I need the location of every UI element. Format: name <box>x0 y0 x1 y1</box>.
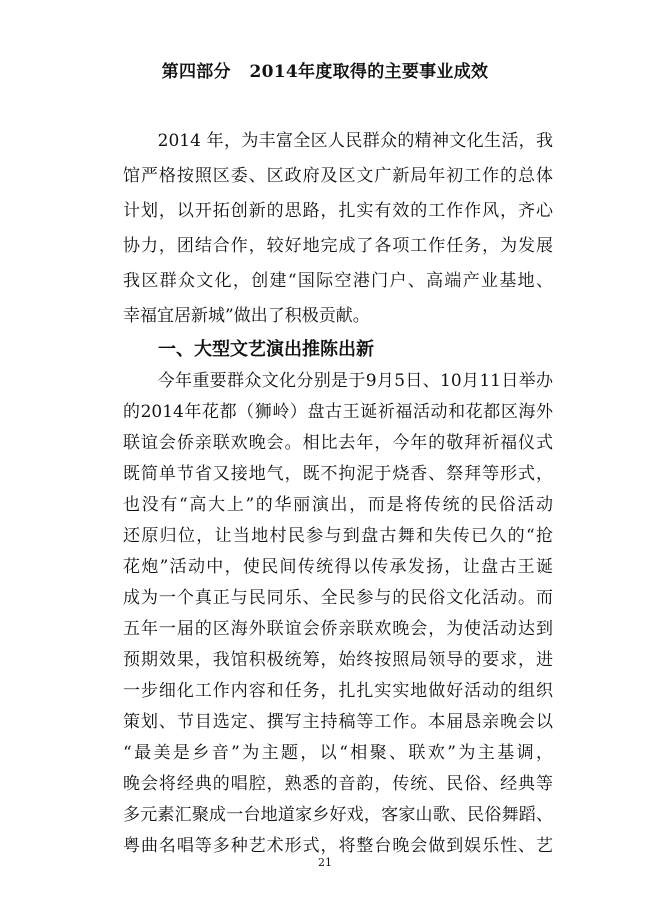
paragraph-line: 多元素汇聚成一台地道家乡好戏，客家山歌、民俗舞蹈、 <box>123 805 553 825</box>
paragraph-line: 我区群众文化，创建“国际空港门户、高端产业基地、 <box>123 271 553 291</box>
paragraph-line: 花炮”活动中，使民间传统得以传承发扬，让盘古王诞 <box>123 557 553 577</box>
paragraph-line: 成为一个真正与民同乐、全民参与的民俗文化活动。而 <box>123 588 553 608</box>
paragraph-line: 馆严格按照区委、区政府及区文广新局年初工作的总体 <box>123 166 553 186</box>
paragraph-line: 今年重要群众文化分别是于9月5日、10月11日举办 <box>123 371 553 391</box>
paragraph-line: 幸福宜居新城”做出了积极贡献。 <box>123 306 370 326</box>
page-title: 第四部分 2014年度取得的主要事业成效 <box>161 62 489 82</box>
paragraph-line: 协力，团结合作，较好地完成了各项工作任务，为发展 <box>123 236 553 256</box>
paragraph-line: 也没有“高大上”的华丽演出，而是将传统的民俗活动 <box>123 495 553 515</box>
paragraph-line: 策划、节目选定、撰写主持稿等工作。本届恳亲晚会以 <box>123 712 553 732</box>
paragraph-line: 既简单节省又接地气，既不拘泥于烧香、祭拜等形式， <box>123 464 553 484</box>
section-heading: 一、大型文艺演出推陈出新 <box>158 339 374 360</box>
paragraph-line: 2014 年，为丰富全区人民群众的精神文化生活，我 <box>123 131 553 151</box>
page-number: 21 <box>318 856 332 869</box>
paragraph-line: 计划，以开拓创新的思路，扎实有效的工作作风，齐心 <box>123 201 553 221</box>
paragraph-line: 一步细化工作内容和任务，扎扎实实地做好活动的组织 <box>123 681 553 701</box>
paragraph-line: 的2014年花都（狮岭）盘古王诞祈福活动和花都区海外 <box>123 402 553 422</box>
paragraph-line: 晚会将经典的唱腔，熟悉的音韵，传统、民俗、经典等 <box>123 774 553 794</box>
paragraph-line: 五年一届的区海外联谊会侨亲联欢晚会，为使活动达到 <box>123 619 553 639</box>
paragraph-line: 粤曲名唱等多种艺术形式，将整台晚会做到娱乐性、艺 <box>123 836 553 856</box>
paragraph-line: 预期效果，我馆积极统筹，始终按照局领导的要求，进 <box>123 650 553 670</box>
paragraph-line: 还原归位，让当地村民参与到盘古舞和失传已久的“抢 <box>123 526 553 546</box>
paragraph-line: 联谊会侨亲联欢晚会。相比去年，今年的敬拜祈福仪式 <box>123 433 553 453</box>
paragraph-line: “最美是乡音”为主题，以“相聚、联欢”为主基调， <box>123 743 553 763</box>
